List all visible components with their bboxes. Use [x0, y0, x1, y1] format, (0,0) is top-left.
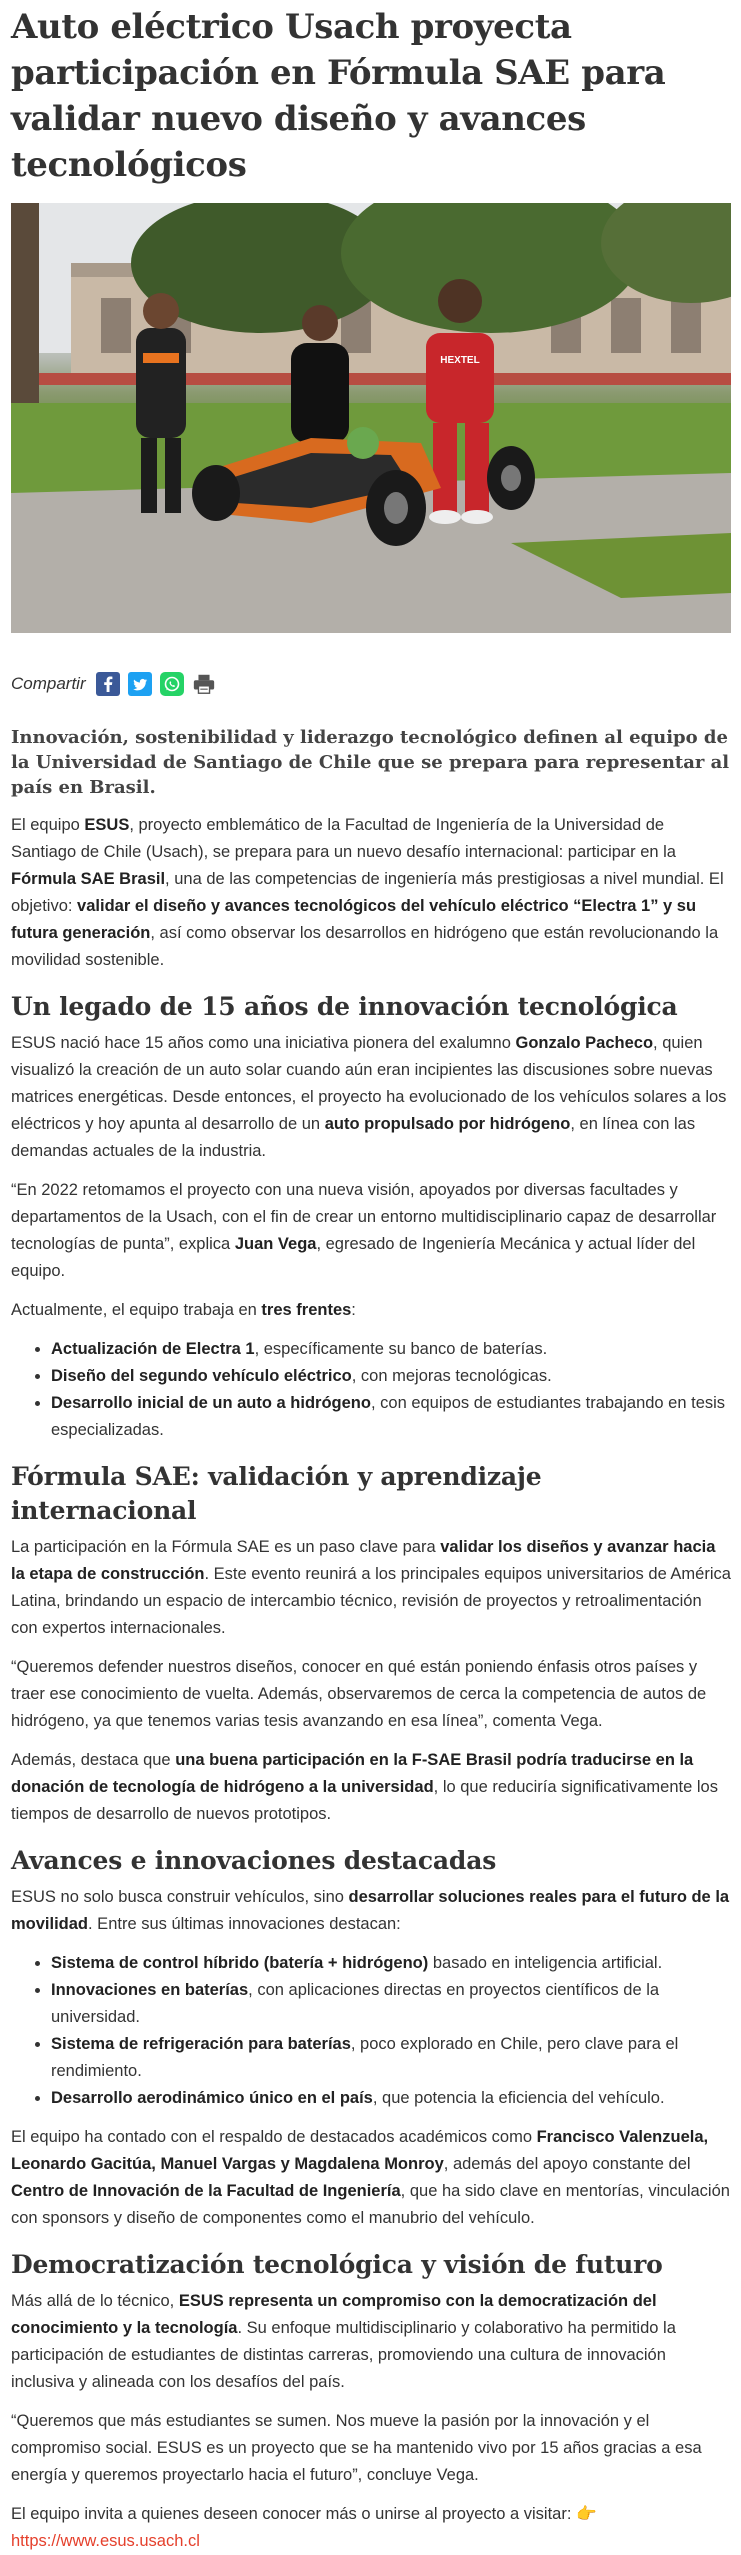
print-icon[interactable]	[192, 672, 216, 696]
quote-paragraph: “Queremos que más estudiantes se sumen. Nos mueve la pasión por la innovación y el compromiso social. ESUS es un proyecto que se ha mantenido vivo por 15 años gracias a esa energía y queremos proyectarlo hacia el futuro”, concluye Vega.	[11, 2412, 702, 2484]
paragraph: El equipo ha contado con el respaldo de destacados académicos como Francisco Valenzuela, Leonardo Gacitúa, Manuel Vargas y Magdalena Monroy, además del apoyo constante del Centro de Innovación de la Facultad de Ingeniería, que ha sido clave en mentorías, vinculación con sponsors y diseño de componentes como el manubrio del vehículo.	[11, 2128, 730, 2227]
esus-website-link[interactable]: https://www.esus.usach.cl	[11, 2532, 200, 2550]
paragraph: ESUS nació hace 15 años como una iniciativa pionera del exalumno Gonzalo Pacheco, quien visualizó la creación de un auto solar cuando aún eran incipientes las discusiones sobre nuevas matrices energéticas. Desde entonces, el proyecto ha evolucionado de los vehículos solares a los eléctricos y hoy apunta al desarrollo de un auto propulsado por hidrógeno, en línea con las demandas actuales de la industria.	[11, 1034, 727, 1160]
section-heading: Democratización tecnológica y visión de futuro	[11, 2250, 663, 2279]
hero-photo-illustration	[11, 203, 731, 633]
paragraph: ESUS no solo busca construir vehículos, sino desarrollar soluciones reales para el futuro de la movilidad. Entre sus últimas innovaciones destacan:	[11, 1888, 730, 1933]
whatsapp-icon[interactable]	[160, 672, 184, 696]
fronts-list	[11, 1336, 731, 1444]
list-item: • Desarrollo aerodinámico único en el país, que potencia la eficiencia del vehículo.	[51, 2085, 731, 2112]
hero-photo	[11, 203, 731, 633]
section-heading: Avances e innovaciones destacadas	[11, 1846, 497, 1875]
list-item: • Actualización de Electra 1, específicamente su banco de baterías.	[51, 1336, 731, 1363]
hero-sponsor-text: HEXTEL	[440, 355, 480, 366]
article	[11, 0, 731, 2555]
list-item: • Sistema de refrigeración para baterías, poco explorado en Chile, pero clave para el rendimiento.	[51, 2031, 731, 2085]
paragraph: El equipo invita a quienes deseen conocer más o unirse al proyecto a visitar: 👉 https://www.esus.usach.cl	[11, 2505, 597, 2550]
facebook-icon[interactable]	[96, 672, 120, 696]
paragraph: Actualmente, el equipo trabaja en tres frentes:	[11, 1301, 356, 1319]
quote-paragraph: “En 2022 retomamos el proyecto con una nueva visión, apoyados por diversas facultades y departamentos de la Usach, con el fin de crear un entorno multidisciplinario capaz de desarrollar tecnologías de punta”, explica Juan Vega, egresado de Ingeniería Mecánica y actual líder del equipo.	[11, 1181, 717, 1280]
innovations-list	[11, 1950, 731, 2112]
paragraph: Más allá de lo técnico, ESUS representa un compromiso con la democratización del conocimiento y la tecnología. Su enfoque multidisciplinario y colaborativo ha permitido la participación de estudiantes de distintas carreras, promoviendo una cultura de innovación inclusiva y alineada con los desafíos del país.	[11, 2292, 676, 2391]
section-heading: Un legado de 15 años de innovación tecnológica	[11, 992, 678, 1021]
intro-paragraph: El equipo ESUS, proyecto emblemático de la Facultad de Ingeniería de la Universidad de Santiago de Chile (Usach), se prepara para un nuevo desafío internacional: participar en la Fórmula SAE Brasil, una de las competencias de ingeniería más prestigiosas a nivel mundial. El objetivo: validar el diseño y avances tecnológicos del vehículo eléctrico “Electra 1” y su futura generación, así como observar los desarrollos en hidrógeno que están revolucionando la movilidad sostenible.	[11, 816, 724, 969]
article-title: Auto eléctrico Usach proyecta participación en Fórmula SAE para validar nuevo diseño y avances tecnológicos	[11, 7, 666, 185]
share-bar	[11, 669, 731, 699]
quote-paragraph: “Queremos defender nuestros diseños, conocer en qué están poniendo énfasis otros países y traer ese conocimiento de vuelta. Además, observaremos de cerca la competencia de autos de hidrógeno, ya que tenemos varias tesis avanzando en esa línea”, comenta Vega.	[11, 1658, 707, 1730]
share-label: Compartir	[11, 674, 86, 693]
article-lead: Innovación, sostenibilidad y liderazgo tecnológico definen al equipo de la Universidad de Santiago de Chile que se prepara para representar al país en Brasil.	[11, 727, 730, 798]
list-item: • Diseño del segundo vehículo eléctrico, con mejoras tecnológicas.	[51, 1363, 731, 1390]
paragraph: Además, destaca que una buena participación en la F-SAE Brasil podría traducirse en la donación de tecnología de hidrógeno a la universidad, lo que reduciría significativamente los tiempos de desarrollo de nuevos prototipos.	[11, 1751, 718, 1823]
twitter-icon[interactable]	[128, 672, 152, 696]
list-item: • Sistema de control híbrido (batería + hidrógeno) basado en inteligencia artificial.	[51, 1950, 731, 1977]
pointing-hand-icon: 👉	[576, 2505, 597, 2523]
section-heading: Fórmula SAE: validación y aprendizaje internacional	[11, 1462, 542, 1525]
list-item: • Innovaciones en baterías, con aplicaciones directas en proyectos científicos de la universidad.	[51, 1977, 731, 2031]
list-item: • Desarrollo inicial de un auto a hidrógeno, con equipos de estudiantes trabajando en tesis especializadas.	[51, 1390, 731, 1444]
paragraph: La participación en la Fórmula SAE es un paso clave para validar los diseños y avanzar hacia la etapa de construcción. Este evento reunirá a los principales equipos universitarios de América Latina, brindando un espacio de intercambio técnico, revisión de proyectos y retroalimentación con expertos internacionales.	[11, 1538, 731, 1637]
